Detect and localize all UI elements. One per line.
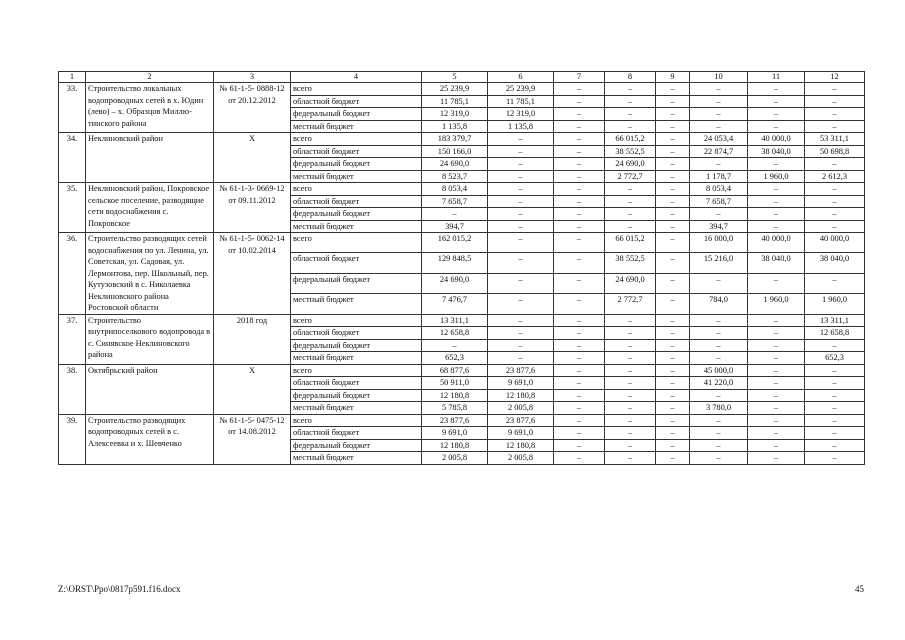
- table-row: [59, 83, 865, 96]
- amount-cell: –: [656, 402, 690, 415]
- amount-cell: –: [656, 273, 690, 293]
- amount-cell: –: [748, 108, 805, 121]
- amount-cell: –: [656, 352, 690, 365]
- object-name: Неклиновский район, Покровское сельское поселение, разводящие сети водоснабжения с. Покровское: [86, 183, 214, 233]
- amount-cell: 12 180,8: [488, 439, 554, 452]
- amount-cell: –: [805, 183, 865, 196]
- amount-cell: –: [488, 145, 554, 158]
- amount-cell: 1 135,8: [488, 120, 554, 133]
- object-name: Строительство внутрипоселкового водопровода в с. Синявское Неклиновского района: [86, 314, 214, 364]
- amount-cell: –: [656, 339, 690, 352]
- funding-source: областной бюджет: [291, 195, 422, 208]
- funding-source: всего: [291, 414, 422, 427]
- amount-cell: –: [805, 364, 865, 377]
- amount-cell: –: [748, 352, 805, 365]
- amount-cell: –: [605, 402, 656, 415]
- amount-cell: 50 911,0: [422, 377, 488, 390]
- row-number: 34.: [59, 133, 86, 183]
- amount-cell: 12 319,0: [488, 108, 554, 121]
- amount-cell: –: [748, 158, 805, 171]
- amount-cell: –: [690, 414, 748, 427]
- amount-cell: –: [656, 327, 690, 340]
- amount-cell: –: [554, 183, 605, 196]
- amount-cell: –: [805, 273, 865, 293]
- funding-source: федеральный бюджет: [291, 439, 422, 452]
- funding-source: всего: [291, 233, 422, 253]
- object-name: Строительство разводящих сетей водоснабжения по ул. Ленина, ул. Советская, ул. Садовая, ул. Лермонтова, пер. Школьный, пер. Кутузовский в с. Николаевка Неклиновского района Ростовской области: [86, 233, 214, 315]
- amount-cell: –: [554, 377, 605, 390]
- amount-cell: 24 690,0: [605, 158, 656, 171]
- amount-cell: –: [690, 427, 748, 440]
- amount-cell: –: [805, 377, 865, 390]
- amount-cell: –: [690, 208, 748, 221]
- amount-cell: –: [748, 339, 805, 352]
- amount-cell: 11 785,1: [422, 95, 488, 108]
- table-row: [59, 183, 865, 196]
- amount-cell: –: [488, 133, 554, 146]
- amount-cell: –: [554, 158, 605, 171]
- amount-cell: –: [690, 439, 748, 452]
- amount-cell: 652,3: [805, 352, 865, 365]
- amount-cell: 2 005,8: [488, 452, 554, 465]
- amount-cell: –: [656, 364, 690, 377]
- amount-cell: 23 877,6: [422, 414, 488, 427]
- row-number: 37.: [59, 314, 86, 364]
- amount-cell: 7 658,7: [422, 195, 488, 208]
- amount-cell: 38 552,5: [605, 253, 656, 273]
- amount-cell: –: [656, 83, 690, 96]
- amount-cell: –: [748, 195, 805, 208]
- amount-cell: 2 612,3: [805, 170, 865, 183]
- col-number-2: 2: [86, 72, 214, 83]
- amount-cell: 394,7: [690, 220, 748, 233]
- document-path: Z:\ORST\Ppo\0817p591.f16.docx: [58, 584, 181, 594]
- amount-cell: 7 476,7: [422, 294, 488, 314]
- object-code: Х: [214, 133, 291, 183]
- amount-cell: –: [805, 95, 865, 108]
- funding-source: федеральный бюджет: [291, 208, 422, 221]
- funding-source: местный бюджет: [291, 294, 422, 314]
- amount-cell: –: [805, 108, 865, 121]
- amount-cell: –: [748, 83, 805, 96]
- amount-cell: 3 780,0: [690, 402, 748, 415]
- amount-cell: –: [656, 389, 690, 402]
- amount-cell: 12 658,8: [422, 327, 488, 340]
- amount-cell: –: [748, 183, 805, 196]
- amount-cell: –: [605, 327, 656, 340]
- col-number-8: 8: [605, 72, 656, 83]
- amount-cell: –: [656, 108, 690, 121]
- amount-cell: 1 178,7: [690, 170, 748, 183]
- funding-source: местный бюджет: [291, 352, 422, 365]
- amount-cell: –: [748, 377, 805, 390]
- amount-cell: 68 877,6: [422, 364, 488, 377]
- amount-cell: –: [605, 95, 656, 108]
- funding-source: областной бюджет: [291, 327, 422, 340]
- amount-cell: –: [748, 120, 805, 133]
- amount-cell: –: [805, 195, 865, 208]
- row-number: 38.: [59, 364, 86, 414]
- amount-cell: –: [554, 108, 605, 121]
- amount-cell: –: [605, 220, 656, 233]
- object-name: Октябрьский район: [86, 364, 214, 414]
- row-number: 39.: [59, 414, 86, 464]
- amount-cell: –: [554, 233, 605, 253]
- amount-cell: –: [805, 402, 865, 415]
- table-row: [59, 233, 865, 253]
- amount-cell: –: [656, 220, 690, 233]
- amount-cell: –: [656, 208, 690, 221]
- amount-cell: –: [554, 195, 605, 208]
- amount-cell: –: [488, 253, 554, 273]
- amount-cell: 1 960,0: [748, 294, 805, 314]
- amount-cell: –: [748, 427, 805, 440]
- amount-cell: –: [605, 452, 656, 465]
- funding-source: местный бюджет: [291, 452, 422, 465]
- amount-cell: –: [554, 273, 605, 293]
- funding-source: федеральный бюджет: [291, 389, 422, 402]
- funding-source: федеральный бюджет: [291, 273, 422, 293]
- amount-cell: –: [554, 314, 605, 327]
- amount-cell: 9 691,0: [488, 427, 554, 440]
- amount-cell: 150 166,0: [422, 145, 488, 158]
- amount-cell: –: [656, 377, 690, 390]
- funding-source: федеральный бюджет: [291, 158, 422, 171]
- amount-cell: 25 239,9: [488, 83, 554, 96]
- amount-cell: –: [690, 158, 748, 171]
- amount-cell: –: [656, 314, 690, 327]
- amount-cell: –: [554, 402, 605, 415]
- col-number-3: 3: [214, 72, 291, 83]
- amount-cell: 2 772,7: [605, 294, 656, 314]
- amount-cell: –: [748, 220, 805, 233]
- col-number-12: 12: [805, 72, 865, 83]
- amount-cell: 183 379,7: [422, 133, 488, 146]
- amount-cell: –: [605, 364, 656, 377]
- amount-cell: –: [656, 253, 690, 273]
- amount-cell: –: [805, 427, 865, 440]
- amount-cell: –: [748, 364, 805, 377]
- amount-cell: 23 877,6: [488, 414, 554, 427]
- amount-cell: –: [488, 314, 554, 327]
- amount-cell: –: [656, 452, 690, 465]
- amount-cell: –: [690, 339, 748, 352]
- amount-cell: –: [656, 170, 690, 183]
- amount-cell: 394,7: [422, 220, 488, 233]
- amount-cell: 24 690,0: [605, 273, 656, 293]
- amount-cell: –: [554, 389, 605, 402]
- amount-cell: –: [554, 253, 605, 273]
- amount-cell: 784,0: [690, 294, 748, 314]
- amount-cell: 12 658,8: [805, 327, 865, 340]
- amount-cell: 1 960,0: [748, 170, 805, 183]
- amount-cell: 8 053,4: [690, 183, 748, 196]
- amount-cell: –: [605, 427, 656, 440]
- row-number: 33.: [59, 83, 86, 133]
- amount-cell: 12 180,8: [422, 389, 488, 402]
- object-code: № 61-1-5- 0888-12 от 20.12.2012: [214, 83, 291, 133]
- amount-cell: 38 040,0: [748, 253, 805, 273]
- amount-cell: –: [554, 439, 605, 452]
- amount-cell: 24 690,0: [422, 158, 488, 171]
- amount-cell: 66 015,2: [605, 233, 656, 253]
- amount-cell: 13 311,1: [805, 314, 865, 327]
- funding-source: всего: [291, 364, 422, 377]
- object-code: № 61-1-5- 0475-12 от 14.08.2012: [214, 414, 291, 464]
- amount-cell: –: [605, 183, 656, 196]
- table-row: [59, 364, 865, 377]
- funding-source: всего: [291, 314, 422, 327]
- amount-cell: 53 311,1: [805, 133, 865, 146]
- col-number-4: 4: [291, 72, 422, 83]
- amount-cell: 38 552,5: [605, 145, 656, 158]
- funding-source: местный бюджет: [291, 170, 422, 183]
- table-row: [59, 314, 865, 327]
- amount-cell: –: [656, 233, 690, 253]
- amount-cell: –: [554, 145, 605, 158]
- amount-cell: –: [656, 145, 690, 158]
- amount-cell: 16 000,0: [690, 233, 748, 253]
- amount-cell: –: [554, 327, 605, 340]
- amount-cell: –: [690, 314, 748, 327]
- amount-cell: –: [805, 220, 865, 233]
- amount-cell: –: [422, 208, 488, 221]
- amount-cell: –: [488, 183, 554, 196]
- amount-cell: –: [656, 195, 690, 208]
- amount-cell: 1 960,0: [805, 294, 865, 314]
- object-name: Строительство разводящих водопроводных сетей в с. Алексеевка и х. Шевченко: [86, 414, 214, 464]
- amount-cell: 13 311,1: [422, 314, 488, 327]
- object-name: Строительство локальных водопроводных сетей в х. Юдин (лево) – х. Образцов Миллю- тинского района: [86, 83, 214, 133]
- amount-cell: –: [690, 108, 748, 121]
- amount-cell: –: [605, 439, 656, 452]
- amount-cell: 5 785,8: [422, 402, 488, 415]
- amount-cell: –: [690, 120, 748, 133]
- amount-cell: 23 877,6: [488, 364, 554, 377]
- amount-cell: 9 691,0: [488, 377, 554, 390]
- amount-cell: –: [605, 195, 656, 208]
- amount-cell: –: [656, 120, 690, 133]
- table-row: [59, 414, 865, 427]
- col-number-1: 1: [59, 72, 86, 83]
- amount-cell: –: [805, 389, 865, 402]
- amount-cell: 66 015,2: [605, 133, 656, 146]
- funding-source: областной бюджет: [291, 377, 422, 390]
- amount-cell: –: [554, 339, 605, 352]
- object-code: № 61-1-5- 0062-14 от 10.02.2014: [214, 233, 291, 315]
- amount-cell: –: [656, 294, 690, 314]
- amount-cell: 40 000,0: [748, 233, 805, 253]
- col-number-10: 10: [690, 72, 748, 83]
- amount-cell: –: [605, 414, 656, 427]
- col-number-11: 11: [748, 72, 805, 83]
- amount-cell: 652,3: [422, 352, 488, 365]
- amount-cell: –: [554, 220, 605, 233]
- amount-cell: –: [748, 414, 805, 427]
- col-number-7: 7: [554, 72, 605, 83]
- amount-cell: 12 319,0: [422, 108, 488, 121]
- amount-cell: –: [554, 294, 605, 314]
- amount-cell: 8 053,4: [422, 183, 488, 196]
- funding-source: всего: [291, 133, 422, 146]
- amount-cell: 15 216,0: [690, 253, 748, 273]
- amount-cell: –: [605, 108, 656, 121]
- funding-source: местный бюджет: [291, 120, 422, 133]
- amount-cell: –: [605, 314, 656, 327]
- amount-cell: 2 005,8: [422, 452, 488, 465]
- amount-cell: –: [554, 95, 605, 108]
- amount-cell: –: [488, 158, 554, 171]
- amount-cell: –: [605, 389, 656, 402]
- col-number-6: 6: [488, 72, 554, 83]
- amount-cell: –: [554, 364, 605, 377]
- amount-cell: –: [805, 339, 865, 352]
- amount-cell: –: [805, 208, 865, 221]
- funding-source: всего: [291, 183, 422, 196]
- amount-cell: –: [605, 208, 656, 221]
- amount-cell: –: [805, 83, 865, 96]
- col-number-9: 9: [656, 72, 690, 83]
- amount-cell: –: [748, 439, 805, 452]
- amount-cell: 12 180,8: [422, 439, 488, 452]
- amount-cell: –: [656, 183, 690, 196]
- amount-cell: –: [656, 414, 690, 427]
- amount-cell: 24 690,0: [422, 273, 488, 293]
- amount-cell: 9 691,0: [422, 427, 488, 440]
- amount-cell: –: [554, 133, 605, 146]
- object-name: Неклиновский район: [86, 133, 214, 183]
- funding-source: местный бюджет: [291, 402, 422, 415]
- amount-cell: 40 000,0: [748, 133, 805, 146]
- amount-cell: –: [488, 273, 554, 293]
- amount-cell: –: [554, 208, 605, 221]
- amount-cell: –: [805, 414, 865, 427]
- amount-cell: –: [488, 170, 554, 183]
- amount-cell: –: [488, 195, 554, 208]
- amount-cell: –: [690, 389, 748, 402]
- amount-cell: –: [656, 158, 690, 171]
- amount-cell: –: [748, 314, 805, 327]
- column-number-row: [59, 72, 865, 83]
- amount-cell: 22 874,7: [690, 145, 748, 158]
- amount-cell: –: [690, 95, 748, 108]
- amount-cell: 45 000,0: [690, 364, 748, 377]
- funding-source: областной бюджет: [291, 145, 422, 158]
- amount-cell: –: [488, 208, 554, 221]
- amount-cell: 8 523,7: [422, 170, 488, 183]
- amount-cell: –: [488, 294, 554, 314]
- amount-cell: 38 040,0: [748, 145, 805, 158]
- amount-cell: –: [805, 439, 865, 452]
- table-row: [59, 133, 865, 146]
- funding-source: областной бюджет: [291, 253, 422, 273]
- amount-cell: –: [488, 339, 554, 352]
- amount-cell: 2 772,7: [605, 170, 656, 183]
- amount-cell: 41 220,0: [690, 377, 748, 390]
- object-code: 2018 год: [214, 314, 291, 364]
- amount-cell: –: [656, 427, 690, 440]
- page-number: 45: [855, 584, 864, 594]
- amount-cell: 50 698,8: [805, 145, 865, 158]
- amount-cell: 162 015,2: [422, 233, 488, 253]
- funding-source: федеральный бюджет: [291, 339, 422, 352]
- funding-source: областной бюджет: [291, 95, 422, 108]
- amount-cell: 129 848,5: [422, 253, 488, 273]
- amount-cell: –: [488, 352, 554, 365]
- object-code: № 61-1-3- 0669-12 от 09.11.2012: [214, 183, 291, 233]
- amount-cell: –: [422, 339, 488, 352]
- amount-cell: –: [748, 389, 805, 402]
- amount-cell: –: [748, 327, 805, 340]
- amount-cell: –: [690, 452, 748, 465]
- budget-table: [58, 71, 865, 465]
- table-body: [59, 72, 865, 465]
- funding-source: всего: [291, 83, 422, 96]
- amount-cell: 11 785,1: [488, 95, 554, 108]
- amount-cell: 2 005,8: [488, 402, 554, 415]
- amount-cell: –: [805, 158, 865, 171]
- amount-cell: –: [748, 95, 805, 108]
- amount-cell: –: [605, 339, 656, 352]
- amount-cell: –: [605, 377, 656, 390]
- amount-cell: –: [488, 220, 554, 233]
- col-number-5: 5: [422, 72, 488, 83]
- amount-cell: –: [554, 427, 605, 440]
- amount-cell: –: [690, 352, 748, 365]
- amount-cell: –: [690, 83, 748, 96]
- amount-cell: 1 135,8: [422, 120, 488, 133]
- amount-cell: –: [748, 208, 805, 221]
- row-number: 36.: [59, 233, 86, 315]
- amount-cell: –: [748, 452, 805, 465]
- amount-cell: –: [748, 273, 805, 293]
- amount-cell: –: [554, 120, 605, 133]
- amount-cell: –: [554, 83, 605, 96]
- amount-cell: –: [488, 233, 554, 253]
- row-number: 35.: [59, 183, 86, 233]
- funding-source: местный бюджет: [291, 220, 422, 233]
- amount-cell: –: [656, 133, 690, 146]
- amount-cell: 12 180,8: [488, 389, 554, 402]
- amount-cell: –: [554, 352, 605, 365]
- amount-cell: –: [554, 452, 605, 465]
- funding-source: областной бюджет: [291, 427, 422, 440]
- amount-cell: –: [554, 170, 605, 183]
- amount-cell: –: [748, 402, 805, 415]
- object-code: Х: [214, 364, 291, 414]
- amount-cell: –: [554, 414, 605, 427]
- amount-cell: –: [488, 327, 554, 340]
- amount-cell: 38 040,0: [805, 253, 865, 273]
- amount-cell: –: [605, 120, 656, 133]
- amount-cell: –: [690, 327, 748, 340]
- amount-cell: 24 053,4: [690, 133, 748, 146]
- amount-cell: –: [805, 120, 865, 133]
- amount-cell: –: [805, 452, 865, 465]
- funding-source: федеральный бюджет: [291, 108, 422, 121]
- amount-cell: 40 000,0: [805, 233, 865, 253]
- amount-cell: –: [605, 83, 656, 96]
- amount-cell: –: [605, 352, 656, 365]
- amount-cell: –: [656, 95, 690, 108]
- amount-cell: 7 658,7: [690, 195, 748, 208]
- amount-cell: 25 239,9: [422, 83, 488, 96]
- amount-cell: –: [656, 439, 690, 452]
- amount-cell: –: [690, 273, 748, 293]
